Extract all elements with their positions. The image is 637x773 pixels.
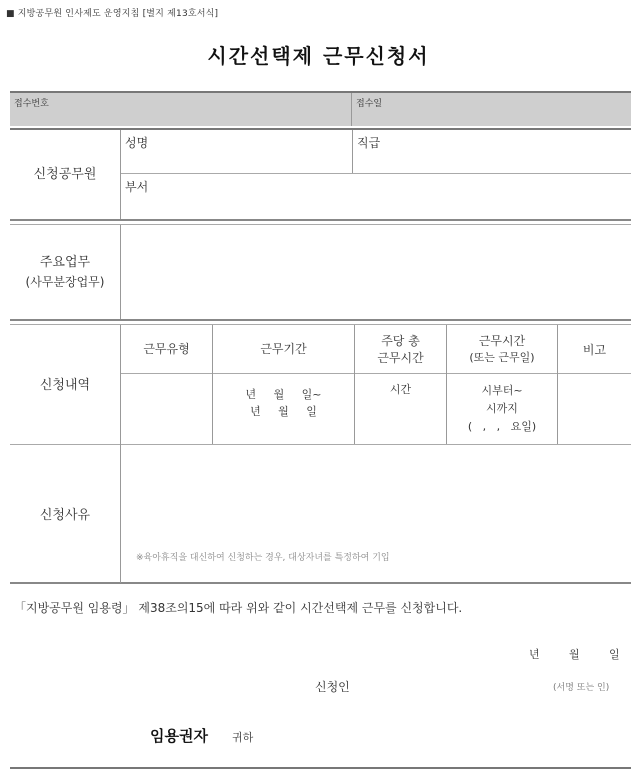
- reason-section-label: 신청사유: [39, 508, 91, 523]
- honorific: 귀하: [232, 731, 254, 744]
- appointing-authority: 임용권자: [150, 727, 208, 745]
- duty-section-label: 주요업무: [39, 255, 91, 270]
- date-month-label: 월: [569, 648, 580, 661]
- request-label-divider: [120, 325, 121, 583]
- page-title: 시간선택제 근무신청서: [207, 44, 430, 68]
- applicant-section-label: 신청공무원: [33, 167, 97, 182]
- duty-label-divider: [120, 225, 121, 319]
- weekly-hours-value: 시간: [389, 383, 412, 396]
- date-day-label: 일: [609, 648, 620, 661]
- work-time-header-line2: (또는 근무일): [469, 351, 535, 364]
- duty-bottom-border: [10, 319, 631, 321]
- rank-label: 직급: [357, 136, 381, 150]
- request-bottom-border: [10, 444, 631, 445]
- date-year-label: 년: [529, 648, 540, 661]
- applicant-bottom-border: [10, 219, 631, 221]
- request-top-border: [10, 324, 631, 325]
- applicant-inner-divider: [121, 173, 631, 174]
- work-days-value: ( , , 요일): [467, 420, 537, 433]
- weekly-hours-header-line1: 주당 총: [381, 334, 420, 348]
- form-header-note: ■ 지방공무원 인사제도 운영지침 [별지 제13호서식]: [6, 9, 219, 19]
- reason-note: ※육아휴직을 대신하여 신청하는 경우, 대상자녀를 특정하여 기입: [136, 553, 390, 563]
- period-header: 근무기간: [260, 342, 307, 356]
- form-bottom-border: [10, 767, 631, 769]
- receipt-date-label: 접수일: [356, 99, 383, 109]
- duty-section-sublabel: (사무분장업무): [25, 275, 105, 289]
- name-label: 성명: [125, 136, 149, 150]
- period-end-value: 년 월 일: [250, 405, 317, 418]
- work-time-end-value: 시까지: [486, 402, 518, 415]
- period-start-value: 년 월 일~: [245, 388, 322, 401]
- work-time-header-line1: 근무시간: [478, 334, 526, 348]
- duty-top-border: [10, 224, 631, 225]
- application-statement: 「지방공무원 임용령」 제38조의15에 따라 위와 같이 시간선택제 근무를 신청합니다.: [14, 601, 463, 615]
- receipt-number-label: 접수번호: [14, 99, 49, 109]
- reason-bottom-border: [10, 582, 631, 584]
- signature-hint: (서명 또는 인): [553, 683, 610, 693]
- work-type-header: 근무유형: [143, 342, 190, 356]
- work-time-start-value: 시부터~: [481, 384, 523, 397]
- remarks-header: 비고: [582, 343, 607, 357]
- request-header-divider: [121, 373, 631, 374]
- receipt-row: [10, 91, 631, 126]
- receipt-divider: [351, 93, 352, 126]
- applicant-label-divider: [120, 130, 121, 219]
- weekly-hours-header-line2: 근무시간: [377, 351, 424, 365]
- department-label: 부서: [125, 180, 149, 194]
- applicant-label: 신청인: [315, 680, 350, 694]
- table-top-border: [10, 128, 631, 130]
- request-section-label: 신청내역: [39, 378, 91, 393]
- name-rank-divider: [352, 130, 353, 173]
